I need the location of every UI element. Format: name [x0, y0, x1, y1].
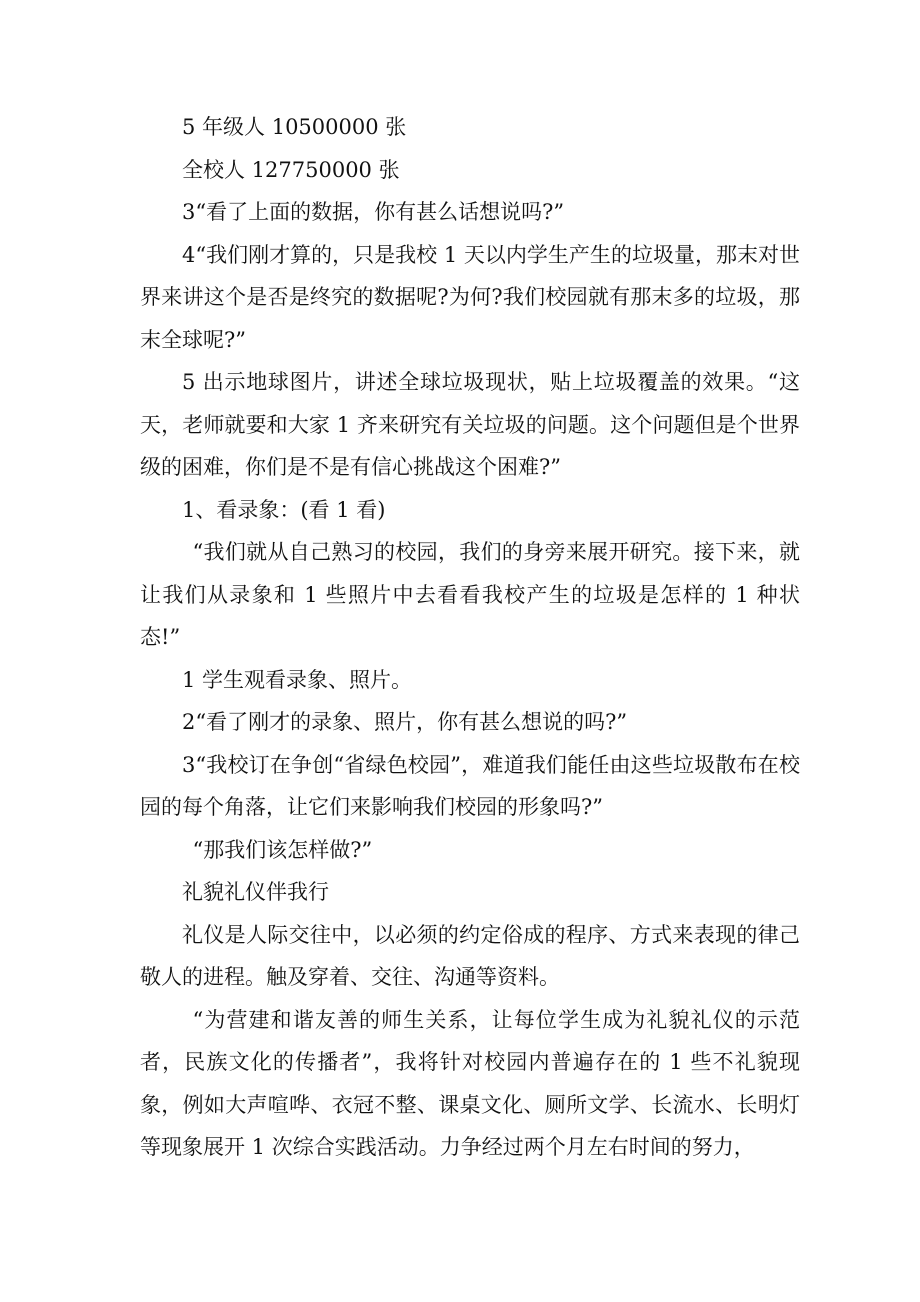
paragraph-activity-plan: “为营建和谐友善的师生关系，让每位学生成为礼貌礼仪的示范者，民族文化的传播者”，我将针对校园内普遍存在的 1 些不礼貌现象，例如大声喧哗、衣冠不整、课桌文化、厕所文学、长流水、长明灯等现象展开 1 次综合实践活动。力争经过两个月左右时间的努力，: [140, 1007, 800, 1159]
paragraph-school-count: 全校人 127750000 张: [182, 157, 400, 182]
paragraph-question-3: 3“看了上面的数据，你有甚么话想说吗?”: [182, 200, 565, 224]
paragraph-campus-research: “我们就从自己熟习的校园，我们的身旁来展开研究。接下来，就让我们从录象和 1 些照片中去看看我校产生的垃圾是怎样的 1 种状态!”: [140, 540, 800, 649]
paragraph-step-5: 5 出示地球图片，讲述全球垃圾现状，贴上垃圾覆盖的效果。“这天，老师就要和大家 1 齐来研究有关垃圾的问题。这个问题但是个世界级的困难，你们是不是有信心挑战这个困难?”: [140, 370, 800, 479]
section-heading-etiquette: 礼貌礼仪伴我行: [182, 880, 329, 904]
paragraph-green-campus: 3“我校订在争创“省绿色校园”，难道我们能任由这些垃圾散布在校园的每个角落，让它们来影响我们校园的形象吗?”: [140, 752, 800, 819]
paragraph-question-4: 4“我们刚才算的，只是我校 1 天以内学生产生的垃圾量，那末对世界来讲这个是否是终究的数据呢?为何?我们校园就有那末多的垃圾，那末全球呢?”: [140, 242, 800, 352]
paragraph-what-to-do: “那我们该怎样做?”: [192, 837, 373, 862]
document-body: [140, 106, 800, 1169]
paragraph-watch-video: 1、看录象：(看 1 看): [182, 497, 386, 522]
paragraph-reflection-2: 2“看了刚才的录象、照片，你有甚么想说的吗?”: [182, 710, 628, 734]
paragraph-etiquette-definition: 礼仪是人际交往中，以必须的约定俗成的程序、方式来表现的律己敬人的进程。触及穿着、交往、沟通等资料。: [140, 922, 800, 989]
paragraph-students-watch: 1 学生观看录象、照片。: [182, 667, 413, 692]
paragraph-grade5-count: 5 年级人 10500000 张: [182, 115, 407, 139]
